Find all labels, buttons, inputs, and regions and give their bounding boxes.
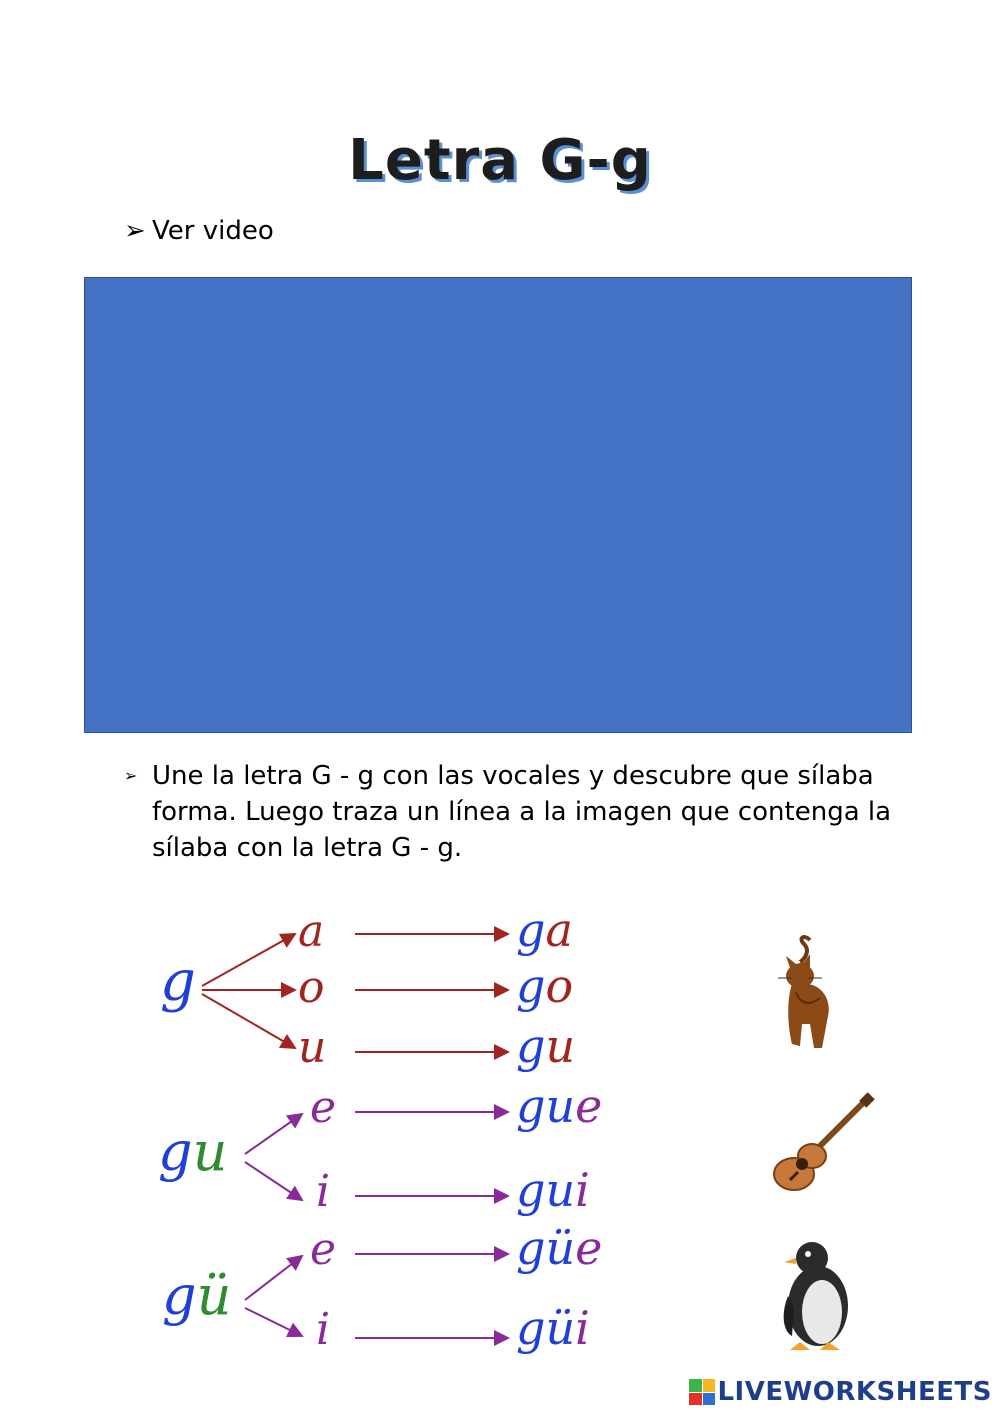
syllable-diagram: [140, 900, 660, 1370]
page-title: Letra G-g: [348, 128, 652, 193]
syllable-gui: gui: [516, 1163, 590, 1217]
guitar-icon[interactable]: [768, 1092, 878, 1197]
syllable-ga: ga: [516, 903, 573, 957]
liveworksheets-logo-icon: [689, 1379, 715, 1405]
vowel-i: i: [316, 1166, 331, 1217]
vowel-o: o: [298, 962, 325, 1013]
video-embed[interactable]: [84, 277, 912, 733]
watch-video-label: Ver video: [152, 216, 274, 246]
arrow-bullet-icon: ➢: [124, 216, 146, 246]
syllable-go: go: [516, 959, 574, 1013]
consonant-gu-dieresis: gü: [162, 1264, 232, 1327]
vowel-u: u: [298, 1022, 327, 1073]
syllable-gue-dieresis: güe: [516, 1221, 603, 1275]
vowel-a: a: [298, 906, 325, 957]
instructions-text: Une la letra G - g con las vocales y descubre que sílaba forma. Luego traza un línea a la imagen que contenga la sílaba con la letra G - g.: [152, 761, 892, 863]
arrow-bullet-icon: ➢: [124, 766, 138, 785]
brand-name: LIVEWORKSHEETS: [717, 1377, 992, 1407]
syllable-gue: gue: [516, 1079, 603, 1133]
vowel-i: i: [316, 1304, 331, 1355]
vowel-e: e: [310, 1082, 337, 1133]
consonant-gu: gu: [158, 1120, 228, 1183]
syllable-gu: gu: [516, 1019, 576, 1073]
cat-icon[interactable]: [770, 932, 850, 1062]
liveworksheets-logo: [689, 1377, 992, 1407]
consonant-g: g: [160, 949, 196, 1014]
vowel-e: e: [310, 1224, 337, 1275]
penguin-icon[interactable]: [778, 1236, 858, 1356]
syllable-gui-dieresis: güi: [516, 1301, 590, 1355]
